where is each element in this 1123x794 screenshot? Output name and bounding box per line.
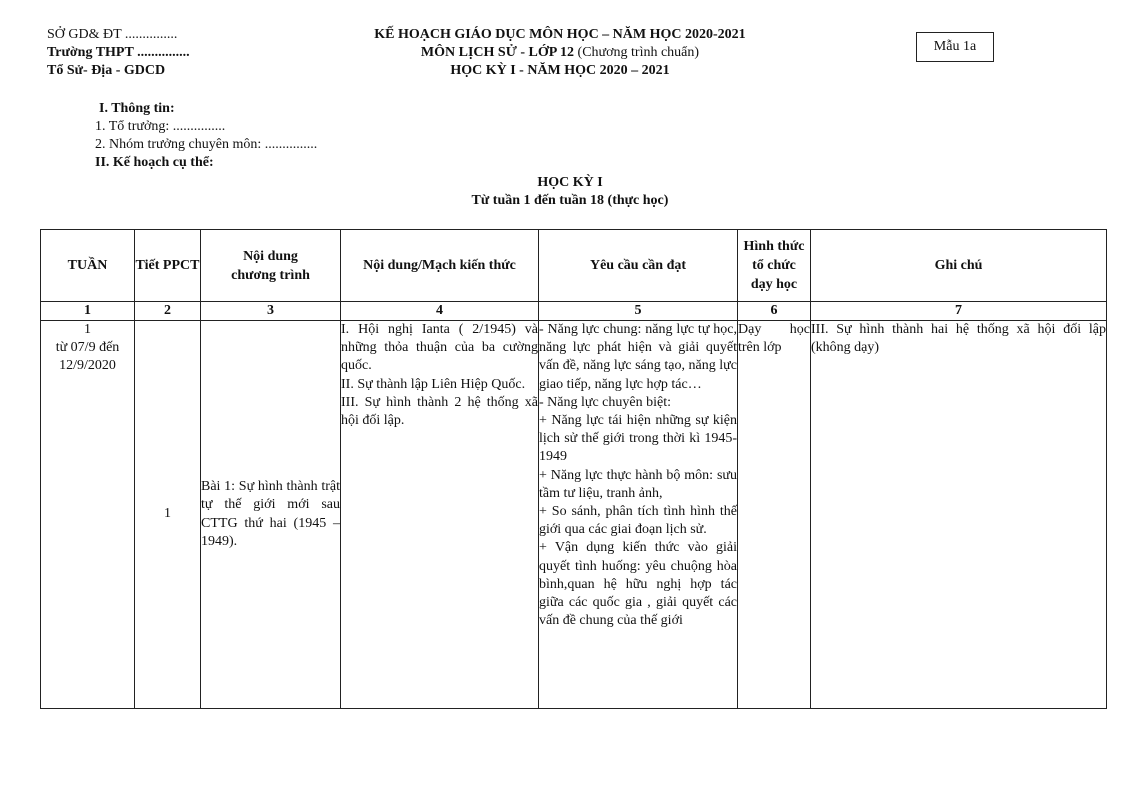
plan-table bbox=[40, 229, 1107, 709]
subject-label: MÔN LỊCH SỬ - LỚP 12 bbox=[420, 45, 575, 60]
column-number-row bbox=[41, 302, 1107, 321]
plan-heading: II. Kế hoạch cụ thể: bbox=[95, 155, 214, 170]
col-header-method: Hình thức tổ chức dạy học bbox=[738, 230, 811, 302]
requirements-cell bbox=[539, 321, 738, 709]
document-title-block bbox=[300, 26, 820, 80]
info-section bbox=[95, 100, 317, 172]
col-number: 4 bbox=[341, 302, 539, 321]
semester-heading bbox=[300, 174, 840, 210]
col-number: 1 bbox=[41, 302, 135, 321]
requirement-item: + Vận dụng kiến thức vào giải quyết tình huống: yêu chuộng hòa bình,quan hệ hữu nghị hợp tác giữa các quốc gia , giải quyết các vấn đề chung của thế giới bbox=[539, 540, 737, 629]
method-cell: Dạy học trên lớp bbox=[738, 321, 811, 709]
week-range-start: từ 07/9 đến bbox=[55, 340, 120, 356]
col-number: 7 bbox=[811, 302, 1107, 321]
col-header-requirements: Yêu cầu cần đạt bbox=[539, 230, 738, 302]
knowledge-item: III. Sự hình thành 2 hệ thống xã hội đối lập. bbox=[341, 394, 538, 429]
knowledge-cell bbox=[341, 321, 539, 709]
week-range-end: 12/9/2020 bbox=[59, 358, 116, 374]
knowledge-item: I. Hội nghị Ianta ( 2/1945) và những thỏa thuận của ba cường quốc. bbox=[341, 322, 538, 374]
period-cell: 1 bbox=[135, 321, 201, 709]
col-header-period: Tiết PPCT bbox=[135, 230, 201, 302]
document-title: KẾ HOẠCH GIÁO DỤC MÔN HỌC – NĂM HỌC 2020-2021 bbox=[374, 27, 746, 42]
knowledge-item: II. Sự thành lập Liên Hiệp Quốc. bbox=[341, 376, 526, 392]
col-number: 6 bbox=[738, 302, 811, 321]
info-heading: I. Thông tin: bbox=[99, 101, 175, 116]
program-type: (Chương trình chuẩn) bbox=[577, 45, 700, 60]
table-header-row bbox=[41, 230, 1107, 302]
program-cell: Bài 1: Sự hình thành trật tự thế giới mới sau CTTG thứ hai (1945 – 1949). bbox=[201, 321, 341, 709]
semester-year-line: HỌC KỲ I - NĂM HỌC 2020 – 2021 bbox=[450, 63, 670, 78]
col-header-note: Ghi chú bbox=[811, 230, 1107, 302]
subject-leader-line: 2. Nhóm trưởng chuyên môn: ............... bbox=[95, 137, 318, 152]
school-label: Trường THPT ............... bbox=[47, 45, 190, 60]
header-left-block bbox=[47, 26, 190, 80]
requirement-item: - Năng lực chung: năng lực tự học, năng lực phát hiện và giải quyết vấn đề, năng lực sáng tạo, năng lực giao tiếp, năng lực hợp tác… bbox=[539, 322, 737, 392]
form-code-box: Mẫu 1a bbox=[916, 32, 994, 62]
requirement-item: + Năng lực tái hiện những sự kiện lịch sử thế giới trong thời kì 1945-1949 bbox=[539, 413, 737, 465]
col-number: 5 bbox=[539, 302, 738, 321]
week-cell bbox=[41, 321, 135, 709]
col-header-knowledge: Nội dung/Mạch kiến thức bbox=[341, 230, 539, 302]
group-label: Tổ Sử- Địa - GDCD bbox=[47, 63, 166, 78]
week-number: 1 bbox=[84, 322, 91, 337]
subject-line bbox=[300, 44, 820, 62]
col-number: 3 bbox=[201, 302, 341, 321]
semester-title: HỌC KỲ I bbox=[537, 175, 603, 190]
requirement-item: + Năng lực thực hành bộ môn: sưu tầm tư liệu, tranh ảnh, bbox=[539, 467, 737, 501]
requirement-item: + So sánh, phân tích tình hình thế giới qua các giai đoạn lịch sử. bbox=[539, 504, 737, 538]
col-header-program: Nội dung chương trình bbox=[201, 230, 341, 302]
note-cell: III. Sự hình thành hai hệ thống xã hội đối lập (không dạy) bbox=[811, 321, 1107, 709]
requirement-item: - Năng lực chuyên biệt: bbox=[539, 394, 671, 410]
department-label: SỞ GD& ĐT ............... bbox=[47, 27, 178, 42]
table-row bbox=[41, 321, 1107, 709]
col-header-week: TUẦN bbox=[41, 230, 135, 302]
col-number: 2 bbox=[135, 302, 201, 321]
semester-subtitle: Từ tuần 1 đến tuần 18 (thực học) bbox=[471, 193, 669, 208]
group-leader-line: 1. Tổ trưởng: ............... bbox=[95, 119, 226, 134]
